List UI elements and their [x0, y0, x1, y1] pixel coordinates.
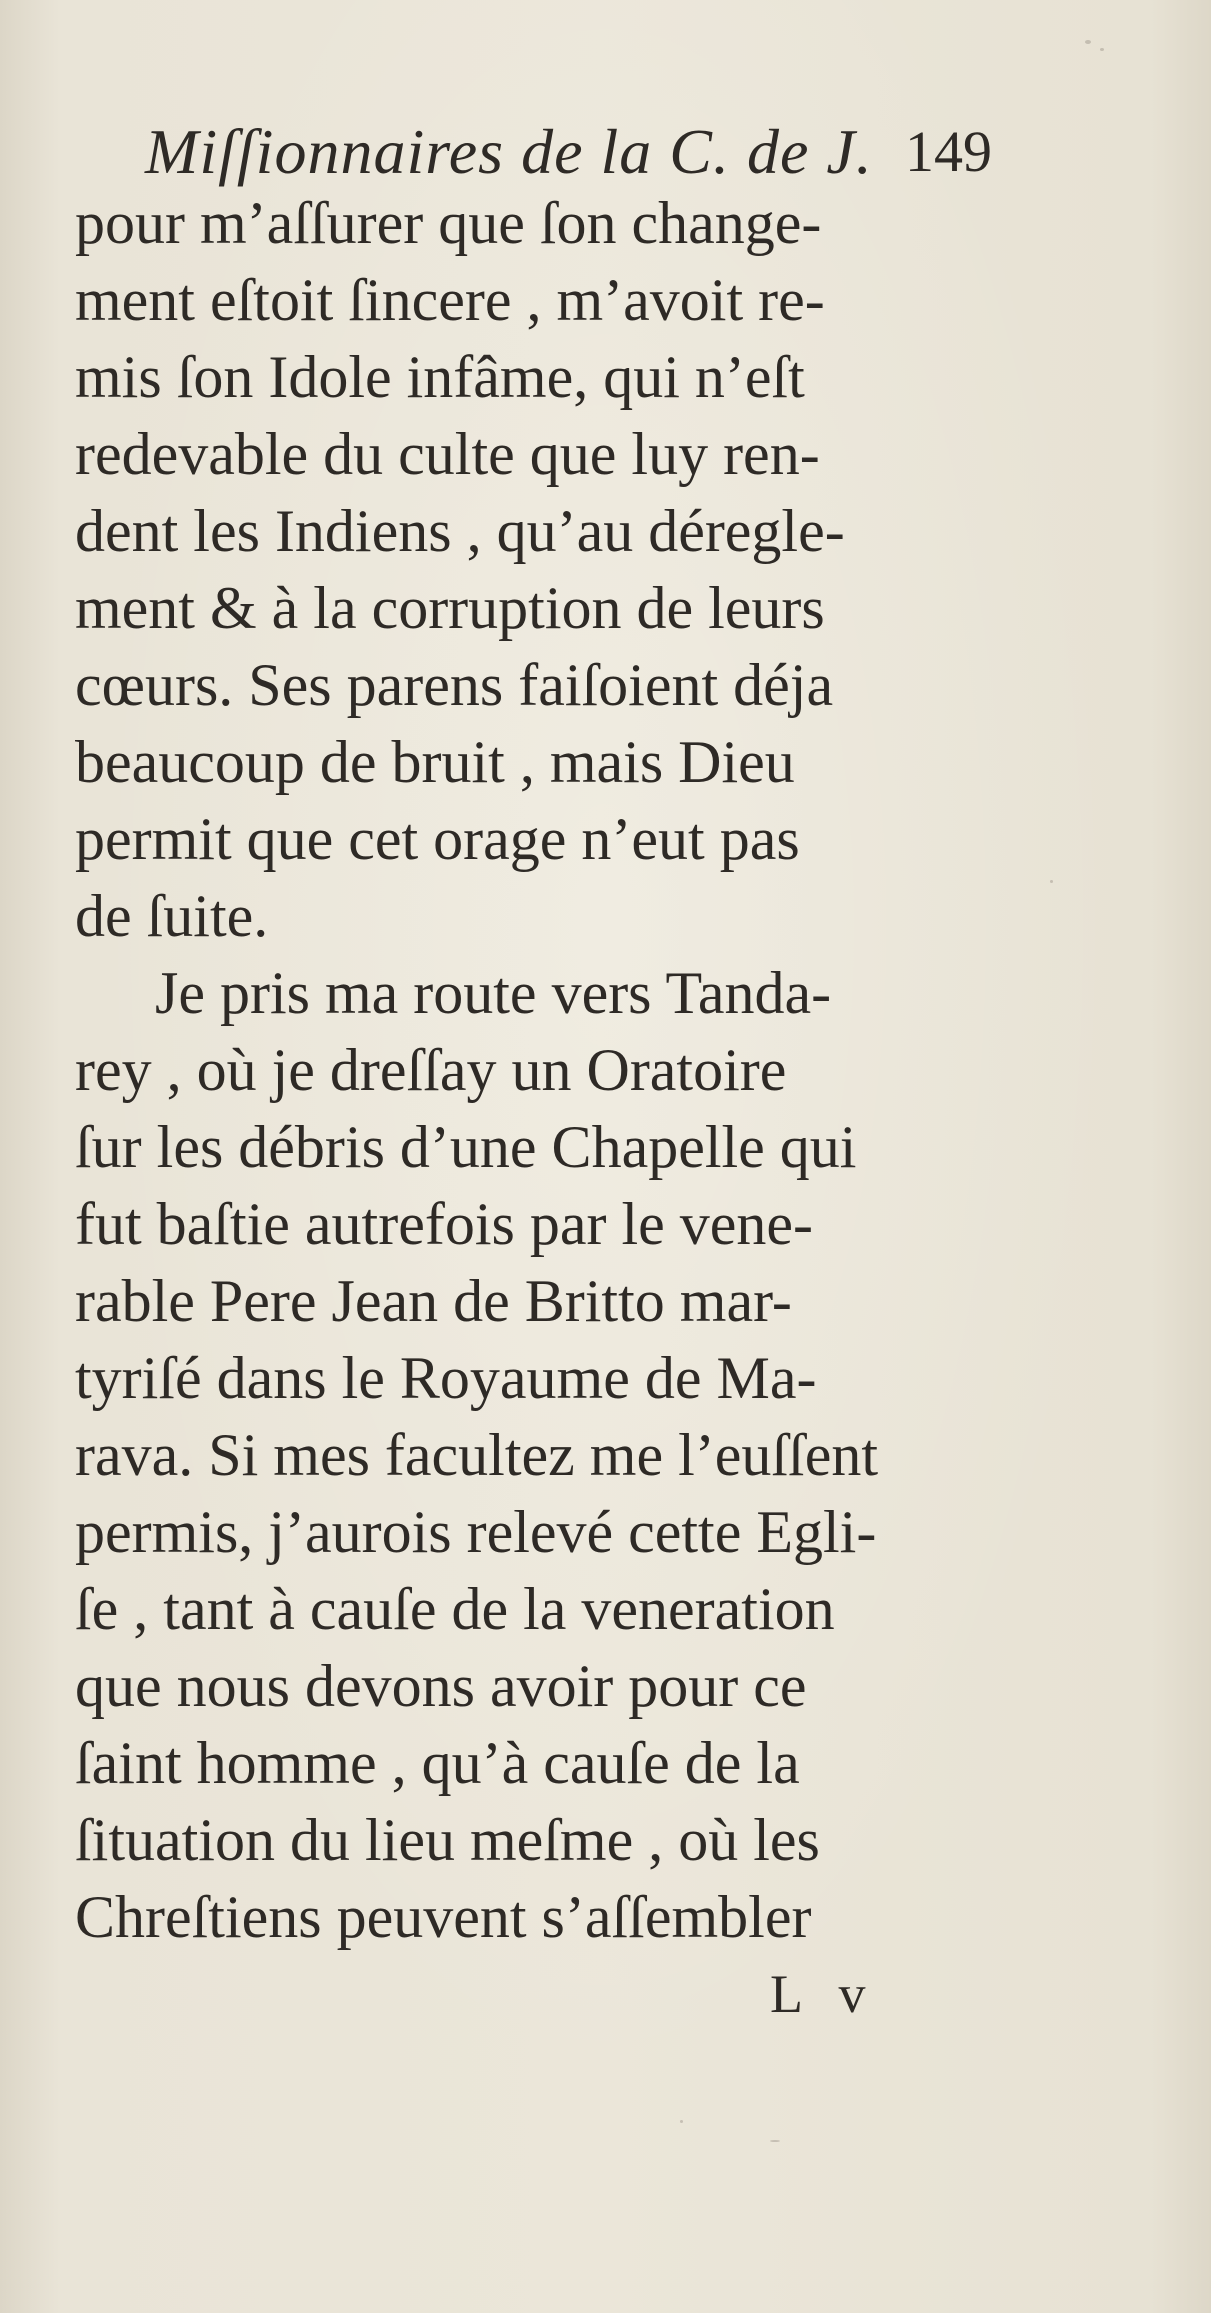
- text-line-23: Chreſtiens peuvent s’aſſembler: [75, 1884, 812, 1950]
- text-line-16: tyriſé dans le Royaume de Ma-: [75, 1345, 817, 1411]
- paper-speck: [680, 2120, 683, 2123]
- text-line-3: mis ſon Idole infâme, qui n’eſt: [75, 344, 805, 410]
- text-line-15: rable Pere Jean de Britto mar-: [75, 1268, 792, 1334]
- text-line-7: cœurs. Ses parens faiſoient déja: [75, 652, 834, 718]
- text-line-5: dent les Indiens , qu’au déregle-: [75, 498, 845, 564]
- text-line-10: de ſuite.: [75, 883, 269, 949]
- paper-speck: [770, 2140, 780, 2142]
- text-line-4: redevable du culte que luy ren-: [75, 421, 820, 487]
- catchword: L v: [770, 1964, 878, 2024]
- paper-speck: [1050, 880, 1053, 883]
- text-line-13: ſur les débris d’une Chapelle qui: [75, 1114, 857, 1180]
- paper-speck: [1100, 48, 1104, 51]
- text-line-2: ment eſtoit ſincere , m’avoit re-: [75, 267, 825, 333]
- paper-speck: [1085, 40, 1091, 44]
- text-line-20: que nous devons avoir pour ce: [75, 1653, 807, 1719]
- text-line-6: ment & à la corruption de leurs: [75, 575, 825, 641]
- text-line-1: pour m’aſſurer que ſon change-: [75, 190, 822, 256]
- running-title: Miſſionnaires de la C. de J.: [145, 116, 873, 187]
- running-head: [145, 112, 1025, 192]
- text-line-11: Je pris ma route vers Tanda-: [155, 960, 832, 1026]
- page-number: 149: [905, 119, 992, 184]
- text-line-12: rey , où je dreſſay un Oratoire: [75, 1037, 787, 1103]
- text-line-21: ſaint homme , qu’à cauſe de la: [75, 1730, 800, 1796]
- text-line-8: beaucoup de bruit , mais Dieu: [75, 729, 795, 795]
- text-line-14: fut baſtie autrefois par le vene-: [75, 1191, 813, 1257]
- text-line-22: ſituation du lieu meſme , où les: [75, 1807, 820, 1873]
- text-line-9: permit que cet orage n’eut pas: [75, 806, 800, 872]
- text-line-19: ſe , tant à cauſe de la veneration: [75, 1576, 835, 1642]
- text-line-18: permis, j’aurois relevé cette Egli-: [75, 1499, 877, 1565]
- text-line-17: rava. Si mes facultez me l’euſſent: [75, 1422, 878, 1488]
